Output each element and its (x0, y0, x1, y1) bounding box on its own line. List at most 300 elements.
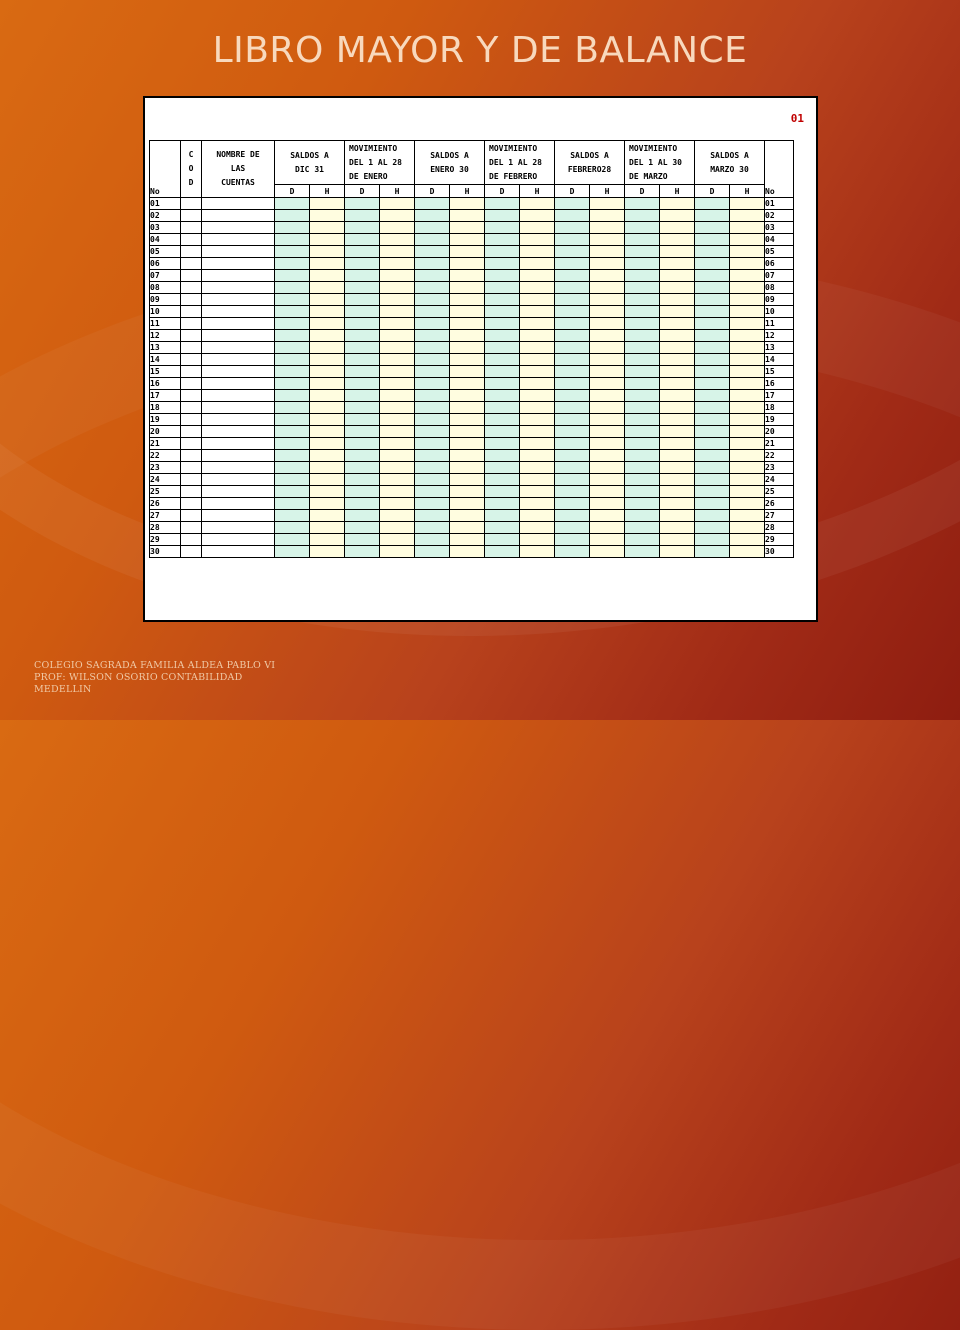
debit-cell[interactable] (555, 234, 590, 246)
credit-cell[interactable] (660, 222, 695, 234)
debit-cell[interactable] (345, 330, 380, 342)
debit-cell[interactable] (625, 510, 660, 522)
debit-cell[interactable] (555, 354, 590, 366)
debit-cell[interactable] (345, 390, 380, 402)
credit-cell[interactable] (660, 522, 695, 534)
debit-cell[interactable] (555, 330, 590, 342)
debit-cell[interactable] (275, 474, 310, 486)
credit-cell[interactable] (590, 222, 625, 234)
credit-cell[interactable] (520, 546, 555, 558)
debit-cell[interactable] (415, 342, 450, 354)
cod-cell[interactable] (181, 366, 202, 378)
debit-cell[interactable] (555, 198, 590, 210)
credit-cell[interactable] (520, 306, 555, 318)
debit-cell[interactable] (555, 246, 590, 258)
credit-cell[interactable] (660, 510, 695, 522)
debit-cell[interactable] (555, 462, 590, 474)
credit-cell[interactable] (520, 402, 555, 414)
credit-cell[interactable] (730, 198, 765, 210)
credit-cell[interactable] (730, 498, 765, 510)
debit-cell[interactable] (695, 438, 730, 450)
credit-cell[interactable] (660, 498, 695, 510)
debit-cell[interactable] (345, 486, 380, 498)
credit-cell[interactable] (450, 498, 485, 510)
credit-cell[interactable] (590, 246, 625, 258)
debit-cell[interactable] (415, 294, 450, 306)
credit-cell[interactable] (730, 438, 765, 450)
debit-cell[interactable] (695, 222, 730, 234)
debit-cell[interactable] (345, 438, 380, 450)
credit-cell[interactable] (450, 438, 485, 450)
debit-cell[interactable] (415, 318, 450, 330)
account-name-cell[interactable] (202, 510, 275, 522)
debit-cell[interactable] (415, 258, 450, 270)
cod-cell[interactable] (181, 210, 202, 222)
credit-cell[interactable] (590, 522, 625, 534)
debit-cell[interactable] (555, 498, 590, 510)
debit-cell[interactable] (275, 222, 310, 234)
debit-cell[interactable] (275, 498, 310, 510)
debit-cell[interactable] (275, 402, 310, 414)
debit-cell[interactable] (555, 486, 590, 498)
credit-cell[interactable] (380, 546, 415, 558)
debit-cell[interactable] (275, 486, 310, 498)
debit-cell[interactable] (555, 450, 590, 462)
cod-cell[interactable] (181, 270, 202, 282)
debit-cell[interactable] (625, 330, 660, 342)
debit-cell[interactable] (415, 438, 450, 450)
credit-cell[interactable] (310, 414, 345, 426)
debit-cell[interactable] (275, 438, 310, 450)
cod-cell[interactable] (181, 450, 202, 462)
debit-cell[interactable] (345, 294, 380, 306)
credit-cell[interactable] (590, 282, 625, 294)
credit-cell[interactable] (660, 450, 695, 462)
account-name-cell[interactable] (202, 222, 275, 234)
debit-cell[interactable] (625, 294, 660, 306)
credit-cell[interactable] (730, 234, 765, 246)
credit-cell[interactable] (660, 546, 695, 558)
account-name-cell[interactable] (202, 426, 275, 438)
credit-cell[interactable] (730, 330, 765, 342)
debit-cell[interactable] (275, 546, 310, 558)
account-name-cell[interactable] (202, 498, 275, 510)
debit-cell[interactable] (625, 390, 660, 402)
credit-cell[interactable] (660, 282, 695, 294)
credit-cell[interactable] (450, 306, 485, 318)
credit-cell[interactable] (590, 426, 625, 438)
credit-cell[interactable] (660, 474, 695, 486)
credit-cell[interactable] (520, 450, 555, 462)
debit-cell[interactable] (275, 198, 310, 210)
credit-cell[interactable] (660, 258, 695, 270)
credit-cell[interactable] (310, 258, 345, 270)
credit-cell[interactable] (310, 450, 345, 462)
debit-cell[interactable] (695, 402, 730, 414)
debit-cell[interactable] (485, 390, 520, 402)
debit-cell[interactable] (345, 270, 380, 282)
debit-cell[interactable] (485, 474, 520, 486)
credit-cell[interactable] (380, 426, 415, 438)
debit-cell[interactable] (695, 510, 730, 522)
account-name-cell[interactable] (202, 438, 275, 450)
credit-cell[interactable] (450, 234, 485, 246)
debit-cell[interactable] (625, 498, 660, 510)
debit-cell[interactable] (695, 462, 730, 474)
debit-cell[interactable] (555, 222, 590, 234)
credit-cell[interactable] (730, 510, 765, 522)
debit-cell[interactable] (345, 534, 380, 546)
debit-cell[interactable] (625, 270, 660, 282)
credit-cell[interactable] (450, 534, 485, 546)
credit-cell[interactable] (380, 234, 415, 246)
credit-cell[interactable] (590, 402, 625, 414)
credit-cell[interactable] (520, 318, 555, 330)
credit-cell[interactable] (380, 330, 415, 342)
debit-cell[interactable] (415, 270, 450, 282)
debit-cell[interactable] (275, 462, 310, 474)
debit-cell[interactable] (275, 270, 310, 282)
debit-cell[interactable] (695, 414, 730, 426)
credit-cell[interactable] (730, 546, 765, 558)
debit-cell[interactable] (415, 522, 450, 534)
credit-cell[interactable] (310, 474, 345, 486)
debit-cell[interactable] (345, 234, 380, 246)
credit-cell[interactable] (310, 282, 345, 294)
credit-cell[interactable] (450, 510, 485, 522)
debit-cell[interactable] (275, 378, 310, 390)
debit-cell[interactable] (695, 270, 730, 282)
cod-cell[interactable] (181, 462, 202, 474)
debit-cell[interactable] (695, 330, 730, 342)
credit-cell[interactable] (310, 390, 345, 402)
credit-cell[interactable] (310, 342, 345, 354)
debit-cell[interactable] (275, 510, 310, 522)
credit-cell[interactable] (450, 354, 485, 366)
cod-cell[interactable] (181, 438, 202, 450)
debit-cell[interactable] (625, 414, 660, 426)
debit-cell[interactable] (625, 198, 660, 210)
debit-cell[interactable] (625, 462, 660, 474)
cod-cell[interactable] (181, 306, 202, 318)
credit-cell[interactable] (730, 258, 765, 270)
debit-cell[interactable] (695, 354, 730, 366)
debit-cell[interactable] (415, 474, 450, 486)
credit-cell[interactable] (380, 510, 415, 522)
credit-cell[interactable] (380, 306, 415, 318)
cod-cell[interactable] (181, 198, 202, 210)
credit-cell[interactable] (660, 210, 695, 222)
debit-cell[interactable] (625, 282, 660, 294)
credit-cell[interactable] (450, 330, 485, 342)
credit-cell[interactable] (380, 342, 415, 354)
credit-cell[interactable] (450, 210, 485, 222)
credit-cell[interactable] (660, 378, 695, 390)
credit-cell[interactable] (590, 330, 625, 342)
cod-cell[interactable] (181, 486, 202, 498)
debit-cell[interactable] (625, 246, 660, 258)
account-name-cell[interactable] (202, 402, 275, 414)
credit-cell[interactable] (310, 546, 345, 558)
account-name-cell[interactable] (202, 450, 275, 462)
debit-cell[interactable] (695, 546, 730, 558)
credit-cell[interactable] (380, 378, 415, 390)
debit-cell[interactable] (695, 390, 730, 402)
credit-cell[interactable] (660, 366, 695, 378)
credit-cell[interactable] (730, 282, 765, 294)
credit-cell[interactable] (520, 378, 555, 390)
credit-cell[interactable] (450, 522, 485, 534)
debit-cell[interactable] (415, 234, 450, 246)
credit-cell[interactable] (380, 486, 415, 498)
credit-cell[interactable] (450, 342, 485, 354)
account-name-cell[interactable] (202, 330, 275, 342)
debit-cell[interactable] (485, 522, 520, 534)
credit-cell[interactable] (730, 270, 765, 282)
cod-cell[interactable] (181, 546, 202, 558)
credit-cell[interactable] (380, 498, 415, 510)
debit-cell[interactable] (555, 522, 590, 534)
debit-cell[interactable] (485, 498, 520, 510)
credit-cell[interactable] (450, 246, 485, 258)
credit-cell[interactable] (660, 534, 695, 546)
credit-cell[interactable] (310, 366, 345, 378)
cod-cell[interactable] (181, 258, 202, 270)
debit-cell[interactable] (275, 294, 310, 306)
credit-cell[interactable] (310, 270, 345, 282)
debit-cell[interactable] (625, 474, 660, 486)
credit-cell[interactable] (660, 414, 695, 426)
credit-cell[interactable] (450, 270, 485, 282)
debit-cell[interactable] (275, 414, 310, 426)
debit-cell[interactable] (555, 318, 590, 330)
credit-cell[interactable] (730, 378, 765, 390)
debit-cell[interactable] (485, 402, 520, 414)
credit-cell[interactable] (520, 534, 555, 546)
debit-cell[interactable] (275, 354, 310, 366)
credit-cell[interactable] (660, 294, 695, 306)
credit-cell[interactable] (520, 426, 555, 438)
debit-cell[interactable] (695, 282, 730, 294)
debit-cell[interactable] (485, 198, 520, 210)
cod-cell[interactable] (181, 534, 202, 546)
account-name-cell[interactable] (202, 354, 275, 366)
debit-cell[interactable] (415, 534, 450, 546)
debit-cell[interactable] (485, 450, 520, 462)
debit-cell[interactable] (625, 402, 660, 414)
credit-cell[interactable] (450, 198, 485, 210)
debit-cell[interactable] (345, 258, 380, 270)
credit-cell[interactable] (380, 246, 415, 258)
debit-cell[interactable] (345, 510, 380, 522)
cod-cell[interactable] (181, 426, 202, 438)
credit-cell[interactable] (310, 318, 345, 330)
cod-cell[interactable] (181, 330, 202, 342)
debit-cell[interactable] (485, 510, 520, 522)
debit-cell[interactable] (345, 402, 380, 414)
credit-cell[interactable] (310, 426, 345, 438)
debit-cell[interactable] (485, 210, 520, 222)
debit-cell[interactable] (275, 450, 310, 462)
credit-cell[interactable] (380, 402, 415, 414)
cod-cell[interactable] (181, 282, 202, 294)
debit-cell[interactable] (485, 258, 520, 270)
debit-cell[interactable] (345, 246, 380, 258)
credit-cell[interactable] (730, 474, 765, 486)
credit-cell[interactable] (730, 210, 765, 222)
debit-cell[interactable] (345, 522, 380, 534)
cod-cell[interactable] (181, 402, 202, 414)
credit-cell[interactable] (590, 390, 625, 402)
debit-cell[interactable] (695, 234, 730, 246)
debit-cell[interactable] (695, 342, 730, 354)
credit-cell[interactable] (520, 234, 555, 246)
credit-cell[interactable] (520, 342, 555, 354)
credit-cell[interactable] (520, 414, 555, 426)
credit-cell[interactable] (520, 510, 555, 522)
credit-cell[interactable] (450, 426, 485, 438)
debit-cell[interactable] (275, 534, 310, 546)
account-name-cell[interactable] (202, 270, 275, 282)
credit-cell[interactable] (380, 282, 415, 294)
account-name-cell[interactable] (202, 210, 275, 222)
cod-cell[interactable] (181, 390, 202, 402)
debit-cell[interactable] (485, 378, 520, 390)
debit-cell[interactable] (485, 294, 520, 306)
credit-cell[interactable] (730, 306, 765, 318)
credit-cell[interactable] (660, 270, 695, 282)
debit-cell[interactable] (415, 462, 450, 474)
account-name-cell[interactable] (202, 546, 275, 558)
cod-cell[interactable] (181, 474, 202, 486)
cod-cell[interactable] (181, 222, 202, 234)
account-name-cell[interactable] (202, 198, 275, 210)
credit-cell[interactable] (310, 246, 345, 258)
credit-cell[interactable] (380, 462, 415, 474)
cod-cell[interactable] (181, 498, 202, 510)
debit-cell[interactable] (485, 546, 520, 558)
debit-cell[interactable] (485, 414, 520, 426)
cod-cell[interactable] (181, 522, 202, 534)
debit-cell[interactable] (555, 378, 590, 390)
credit-cell[interactable] (520, 330, 555, 342)
debit-cell[interactable] (485, 246, 520, 258)
debit-cell[interactable] (625, 222, 660, 234)
debit-cell[interactable] (345, 210, 380, 222)
credit-cell[interactable] (660, 198, 695, 210)
credit-cell[interactable] (730, 366, 765, 378)
debit-cell[interactable] (275, 390, 310, 402)
debit-cell[interactable] (555, 438, 590, 450)
credit-cell[interactable] (660, 402, 695, 414)
credit-cell[interactable] (450, 282, 485, 294)
credit-cell[interactable] (730, 462, 765, 474)
debit-cell[interactable] (555, 258, 590, 270)
credit-cell[interactable] (660, 246, 695, 258)
credit-cell[interactable] (590, 534, 625, 546)
debit-cell[interactable] (345, 546, 380, 558)
cod-cell[interactable] (181, 342, 202, 354)
credit-cell[interactable] (310, 234, 345, 246)
credit-cell[interactable] (730, 222, 765, 234)
credit-cell[interactable] (450, 222, 485, 234)
credit-cell[interactable] (660, 354, 695, 366)
credit-cell[interactable] (380, 474, 415, 486)
debit-cell[interactable] (345, 306, 380, 318)
credit-cell[interactable] (660, 390, 695, 402)
credit-cell[interactable] (310, 462, 345, 474)
credit-cell[interactable] (520, 366, 555, 378)
debit-cell[interactable] (415, 378, 450, 390)
debit-cell[interactable] (275, 210, 310, 222)
debit-cell[interactable] (275, 258, 310, 270)
debit-cell[interactable] (625, 426, 660, 438)
debit-cell[interactable] (415, 402, 450, 414)
debit-cell[interactable] (485, 270, 520, 282)
credit-cell[interactable] (380, 450, 415, 462)
credit-cell[interactable] (520, 258, 555, 270)
debit-cell[interactable] (345, 450, 380, 462)
debit-cell[interactable] (485, 486, 520, 498)
account-name-cell[interactable] (202, 378, 275, 390)
debit-cell[interactable] (345, 474, 380, 486)
debit-cell[interactable] (625, 366, 660, 378)
credit-cell[interactable] (590, 438, 625, 450)
cod-cell[interactable] (181, 246, 202, 258)
debit-cell[interactable] (275, 330, 310, 342)
debit-cell[interactable] (625, 486, 660, 498)
debit-cell[interactable] (625, 522, 660, 534)
credit-cell[interactable] (450, 486, 485, 498)
credit-cell[interactable] (730, 426, 765, 438)
credit-cell[interactable] (520, 354, 555, 366)
debit-cell[interactable] (345, 366, 380, 378)
debit-cell[interactable] (695, 210, 730, 222)
credit-cell[interactable] (520, 246, 555, 258)
account-name-cell[interactable] (202, 282, 275, 294)
credit-cell[interactable] (730, 450, 765, 462)
credit-cell[interactable] (660, 486, 695, 498)
debit-cell[interactable] (415, 486, 450, 498)
debit-cell[interactable] (345, 318, 380, 330)
credit-cell[interactable] (590, 462, 625, 474)
credit-cell[interactable] (310, 210, 345, 222)
credit-cell[interactable] (520, 462, 555, 474)
credit-cell[interactable] (310, 510, 345, 522)
debit-cell[interactable] (695, 534, 730, 546)
credit-cell[interactable] (730, 534, 765, 546)
debit-cell[interactable] (415, 366, 450, 378)
account-name-cell[interactable] (202, 462, 275, 474)
credit-cell[interactable] (380, 270, 415, 282)
credit-cell[interactable] (730, 246, 765, 258)
debit-cell[interactable] (415, 222, 450, 234)
debit-cell[interactable] (485, 426, 520, 438)
debit-cell[interactable] (415, 390, 450, 402)
debit-cell[interactable] (415, 510, 450, 522)
account-name-cell[interactable] (202, 534, 275, 546)
credit-cell[interactable] (730, 294, 765, 306)
debit-cell[interactable] (485, 462, 520, 474)
credit-cell[interactable] (730, 414, 765, 426)
debit-cell[interactable] (555, 426, 590, 438)
debit-cell[interactable] (345, 462, 380, 474)
credit-cell[interactable] (450, 294, 485, 306)
credit-cell[interactable] (660, 462, 695, 474)
cod-cell[interactable] (181, 294, 202, 306)
credit-cell[interactable] (450, 402, 485, 414)
debit-cell[interactable] (415, 426, 450, 438)
